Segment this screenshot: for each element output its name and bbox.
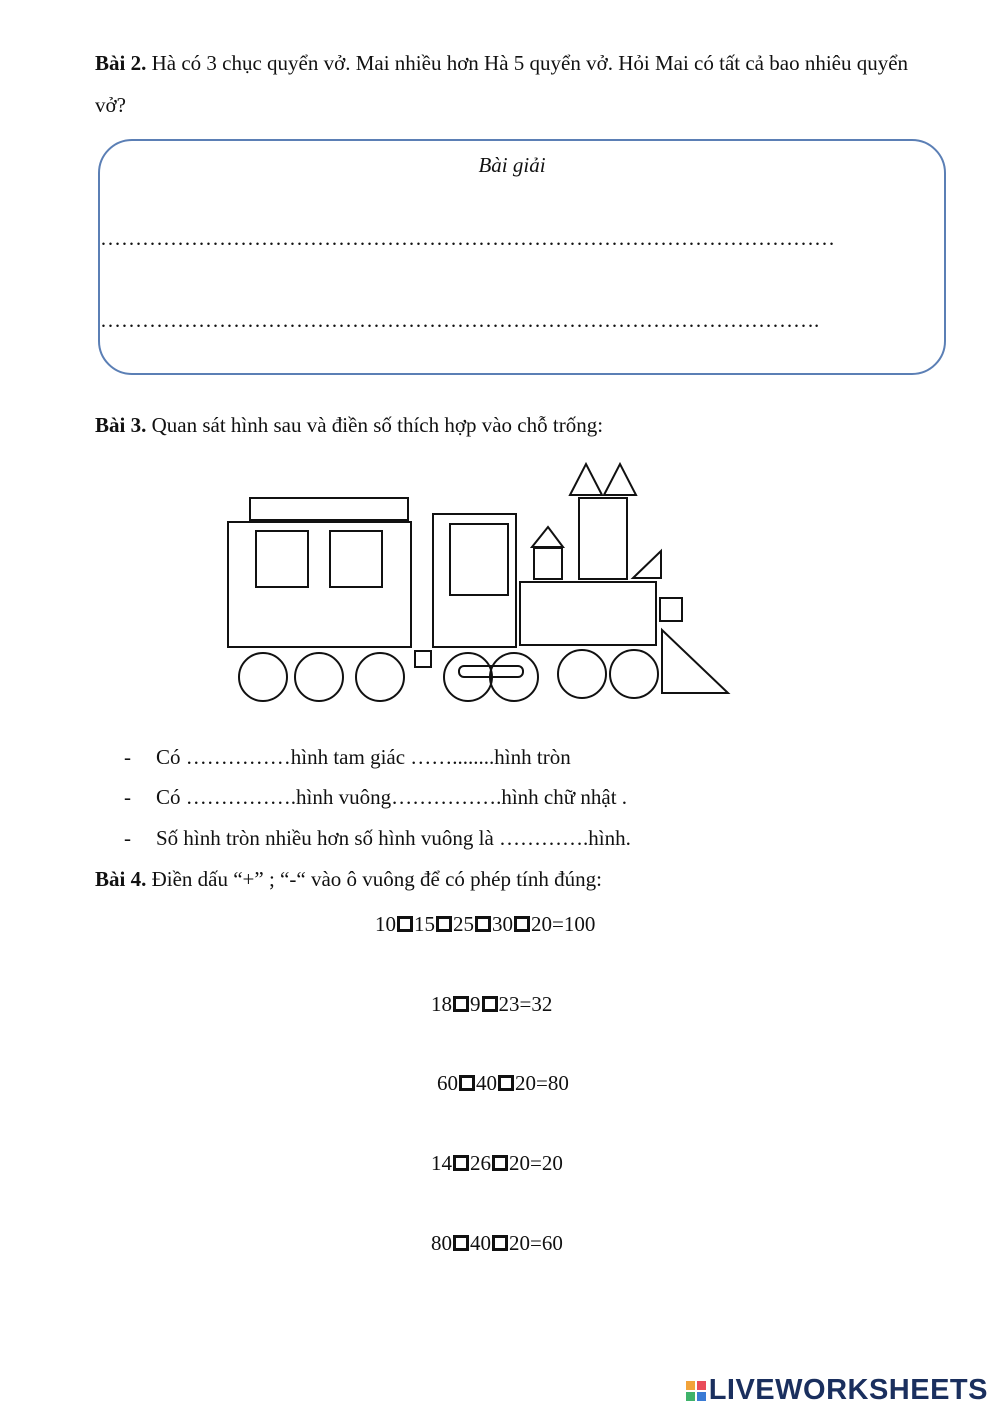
eq1-num-2: 15 (414, 912, 435, 936)
fill-blank-2[interactable]: Có …………….hình vuông…………….hình chữ nhật . (156, 785, 628, 809)
wheel-6 (558, 650, 606, 698)
roof-rectangle (250, 498, 408, 520)
fill-blank-3[interactable]: Số hình tròn nhiều hơn số hình vuông là ………….hình. (156, 826, 631, 850)
wheel-3 (356, 653, 404, 701)
eq3-num-1: 60 (437, 1071, 458, 1095)
cowcatcher-triangle (662, 630, 728, 693)
wheel-7 (610, 650, 658, 698)
liveworksheets-logo (686, 1374, 988, 1407)
solution-title: Bài giải (478, 153, 546, 177)
boiler-rectangle (520, 582, 656, 645)
eq3-num-2: 40 (476, 1071, 497, 1095)
answer-box[interactable] (492, 1235, 508, 1251)
answer-box[interactable] (514, 916, 530, 932)
answer-box[interactable] (397, 916, 413, 932)
eq1-num-1: 10 (375, 912, 396, 936)
answer-box[interactable] (498, 1075, 514, 1091)
small-triangle (633, 551, 661, 578)
bai4-label: Bài 4. (95, 867, 147, 891)
equation-1 (375, 912, 595, 937)
answer-box[interactable] (482, 996, 498, 1012)
eq4-num-1: 14 (431, 1151, 452, 1175)
answer-box[interactable] (492, 1155, 508, 1171)
eq3-result: 20=80 (515, 1071, 569, 1095)
answer-box[interactable] (475, 916, 491, 932)
answer-box[interactable] (436, 916, 452, 932)
window-square-2 (330, 531, 382, 587)
eq5-num-2: 40 (470, 1231, 491, 1255)
eq5-result: 20=60 (509, 1231, 563, 1255)
small-square (415, 651, 431, 667)
bai2-text: Hà có 3 chục quyển vở. Mai nhiều hơn Hà 5 quyển vở. Hỏi Mai có tất cả bao nhiêu quyển vở? (95, 51, 909, 117)
brand-name: LIVEWORKSHEETS (708, 1374, 988, 1406)
answer-box[interactable] (453, 996, 469, 1012)
eq2-result: 23=32 (498, 992, 553, 1016)
eq2-num-2: 9 (470, 992, 481, 1016)
bai2-question (95, 42, 925, 126)
cab-rectangle (433, 514, 516, 647)
bullet-dash-2: - (124, 785, 131, 809)
cab-window-rectangle (450, 524, 508, 595)
window-square-1 (256, 531, 308, 587)
eq1-num-3: 25 (453, 912, 474, 936)
lamp-square (660, 598, 682, 621)
eq1-result: 20=100 (531, 912, 596, 936)
wheel-1 (239, 653, 287, 701)
chimney-triangle-2 (604, 464, 636, 495)
chimney-triangle-1 (570, 464, 602, 495)
answer-box[interactable] (453, 1235, 469, 1251)
chimney-rectangle (579, 498, 627, 579)
fill-blank-1[interactable]: Có ……………hình tam giác ……........hình tròn (156, 745, 571, 769)
bai3-text: Quan sát hình sau và điền số thích hợp vào chỗ trống: (146, 413, 604, 437)
equation-5 (431, 1231, 563, 1256)
answer-box[interactable] (459, 1075, 475, 1091)
bullet-dash-1: - (124, 745, 131, 769)
wheel-2 (295, 653, 343, 701)
bai4-text: Điền dấu “+” ; “-“ vào ô vuông để có phép tính đúng: (146, 867, 602, 891)
eq4-num-2: 26 (470, 1151, 491, 1175)
eq5-num-1: 80 (431, 1231, 452, 1255)
eq2-num-1: 18 (431, 992, 452, 1016)
answer-line-1[interactable]: …………………………………………………………………………………………… (100, 226, 835, 250)
dome-triangle (532, 527, 563, 547)
bai2-label: Bài 2. (95, 51, 147, 75)
answer-line-2[interactable]: …………………………………………………………………………………………. (100, 308, 820, 332)
dome-square (534, 548, 562, 579)
bai3-label: Bài 3. (95, 413, 147, 437)
bullet-dash-3: - (124, 826, 131, 850)
bai3-question (95, 413, 603, 438)
equation-4 (431, 1151, 563, 1176)
train-figure (225, 458, 735, 708)
eq4-result: 20=20 (509, 1151, 563, 1175)
logo-icon (686, 1381, 706, 1401)
answer-box[interactable] (453, 1155, 469, 1171)
eq1-num-4: 30 (492, 912, 513, 936)
bai4-question (95, 867, 602, 892)
equation-3 (437, 1071, 569, 1096)
equation-2 (431, 992, 552, 1017)
